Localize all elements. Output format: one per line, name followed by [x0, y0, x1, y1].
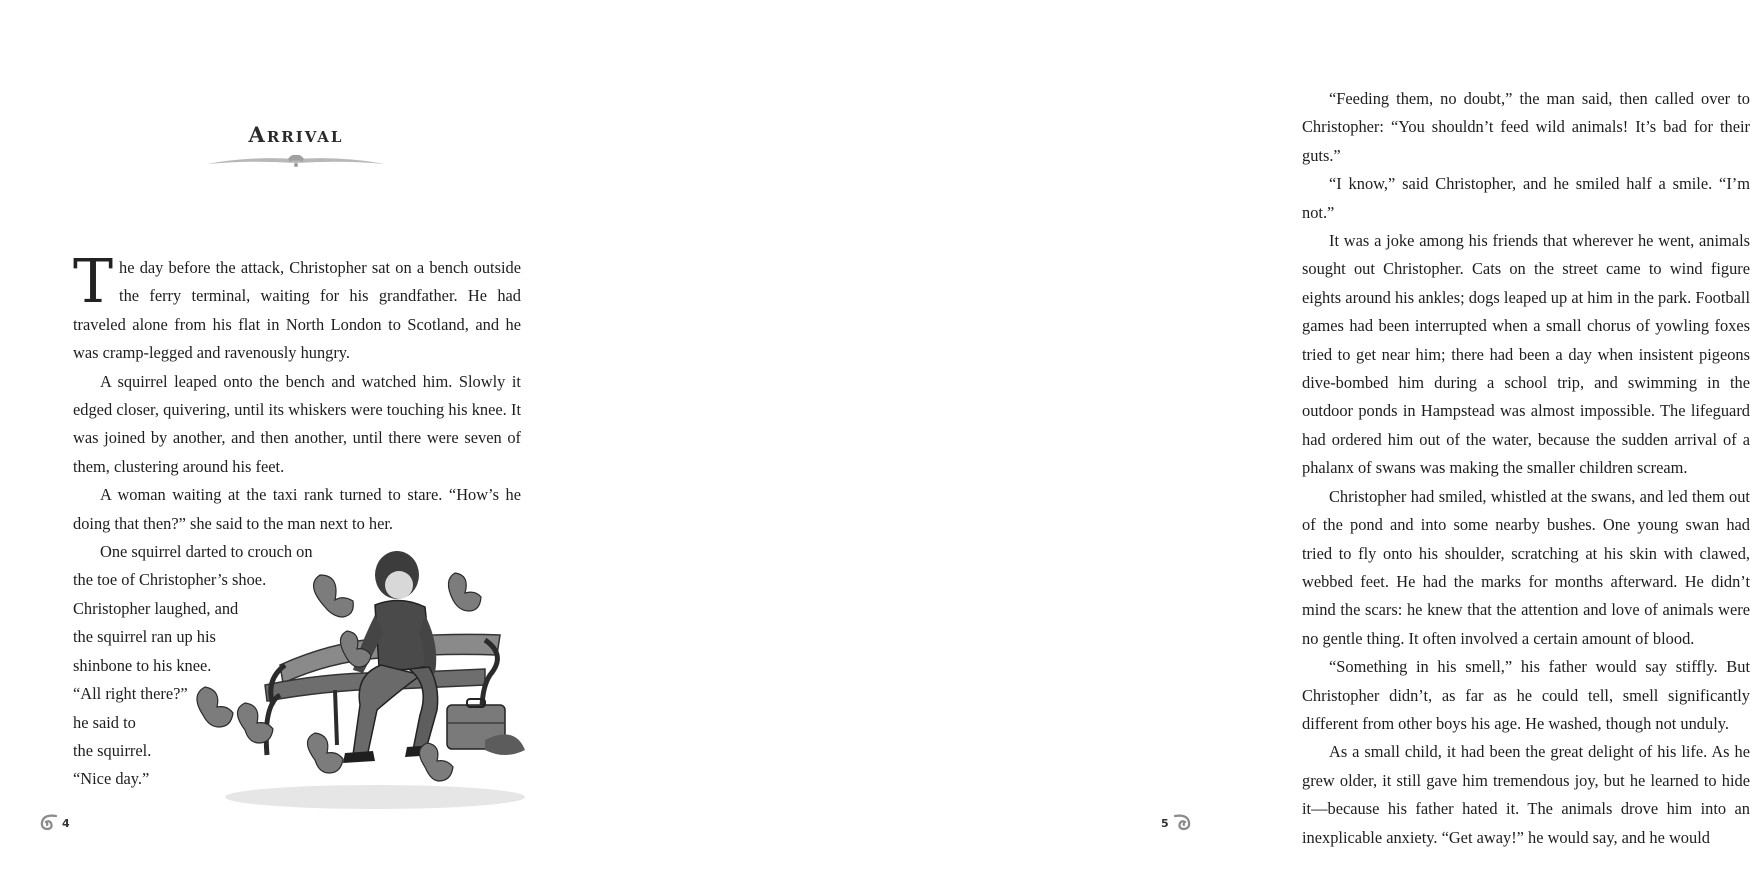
drop-cap: T	[73, 247, 114, 317]
text-line: “All right there?”	[73, 684, 188, 704]
page-number: 5	[1161, 816, 1169, 830]
paragraph	[73, 247, 521, 368]
paragraph: Christopher had smiled, whistled at the swans, and led them out of the pond and into some nearby bushes. One young swan had tried to fly onto his shoulder, scratching at his skin with clawed, webbed feet. He had the marks for months afterward. He didn’t mind the scars: he knew that the attention and love of animals were no gentle thing. It often involved a certain amount of blood.	[1302, 486, 1750, 648]
left-page-footer	[36, 812, 70, 834]
right-page-text	[1302, 85, 1750, 852]
left-page	[0, 0, 600, 883]
paragraph: As a small child, it had been the great delight of his life. As he grew older, it still gave him tremendous joy, but he learned to hide it—because his father hated it. The animals drove him into an inexplicable anxiety. “Get away!” he would say, and he would	[1302, 742, 1750, 847]
text-line: the toe of Christopher’s shoe.	[73, 570, 267, 590]
right-page	[600, 0, 1750, 883]
swirl-ornament-icon	[36, 812, 60, 834]
text-line: the squirrel.	[73, 740, 152, 760]
right-page-footer	[1161, 812, 1195, 834]
paragraph: “Something in his smell,” his father would say stiffly. But Christopher didn’t, as far as he could tell, smell significantly different from other boys his age. He washed, though not unduly.	[1302, 657, 1750, 733]
text-line: Christopher laughed, and	[73, 598, 239, 618]
swirl-ornament-icon	[1171, 812, 1195, 834]
title-ornament	[205, 150, 387, 172]
text-line: the squirrel ran up his	[73, 627, 216, 647]
paragraph-text: he day before the attack, Christopher sat on a bench outside the ferry terminal, waiting for his grandfather. He had traveled alone from his flat in North London to Scotland, and he was cramp-legged and ravenously hungry.	[73, 258, 521, 363]
paragraph: It was a joke among his friends that wherever he went, animals sought out Christopher. Cats on the street came to wind figure eights around his ankles; dogs leaped up at him in the park. Football games had been interrupted when a small chorus of yowling foxes tried to get near him; there had been a day when insistent pigeons dive-bombed him during a school trip, and swimming in the outdoor ponds in Hampstead was almost impossible. The lifeguard had ordered him out of the water, because the sudden arrival of a phalanx of swans was making the smaller children scream.	[1302, 231, 1750, 478]
paragraph: A squirrel leaped onto the bench and watched him. Slowly it edged closer, quivering, until its whiskers were touching his knee. It was joined by another, and then another, until there were seven of them, clustering around his feet.	[73, 371, 521, 476]
text-line: “Nice day.”	[73, 769, 150, 789]
paragraph: A woman waiting at the taxi rank turned to stare. “How’s he doing that then?” she said to the man next to her.	[73, 485, 521, 533]
paragraph: “I know,” said Christopher, and he smiled half a smile. “I’m not.”	[1302, 174, 1750, 222]
chapter-title: Arrival	[248, 122, 344, 147]
paragraph: “Feeding them, no doubt,” the man said, then called over to Christopher: “You shouldn’t feed wild animals! It’s bad for their guts.”	[1302, 89, 1750, 165]
text-line: shinbone to his knee.	[73, 655, 212, 675]
text-line: he said to	[73, 712, 136, 732]
page-number: 4	[62, 816, 70, 830]
boy-on-bench-with-squirrels-illustration	[185, 545, 535, 817]
text-line: One squirrel darted to crouch on	[100, 542, 313, 562]
